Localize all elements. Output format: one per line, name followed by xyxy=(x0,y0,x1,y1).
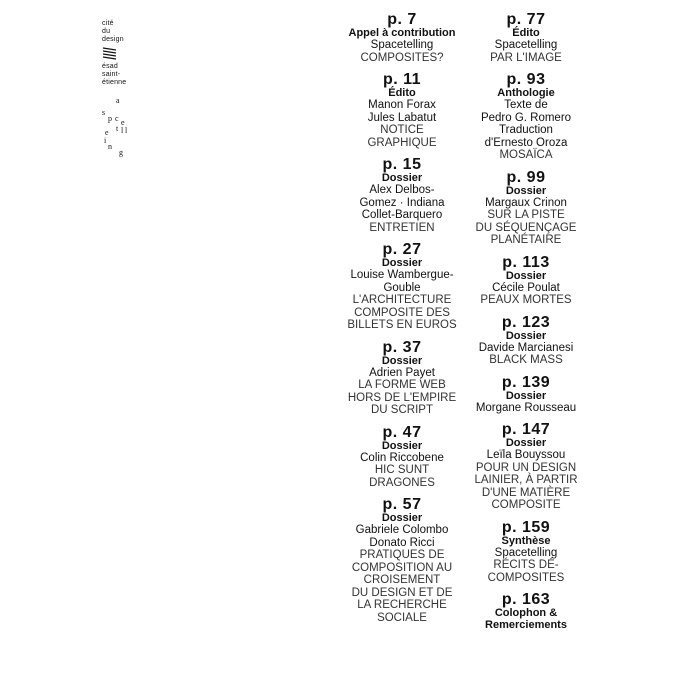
toc-title: PEAUX MORTES xyxy=(480,294,572,306)
vertical-letter: n xyxy=(108,142,112,151)
toc-entry xyxy=(462,313,590,367)
toc-category: Dossier xyxy=(381,354,423,367)
toc-page-number: p. 11 xyxy=(382,71,422,88)
toc-category: Édito xyxy=(512,27,540,39)
logo-line: du xyxy=(102,28,111,35)
toc-title: HIC SUNT xyxy=(374,464,430,476)
toc-entry xyxy=(462,593,590,631)
toc-title: LA RECHERCHE xyxy=(357,599,447,611)
logo xyxy=(102,20,142,87)
toc-author: Texte de xyxy=(504,99,548,111)
toc-author: Adrien Payet xyxy=(369,366,435,379)
vertical-letter: a xyxy=(116,96,120,105)
toc-author: Manon Forax xyxy=(368,99,436,111)
toc-category: Dossier xyxy=(505,184,547,197)
toc-author: Gabriele Colombo xyxy=(355,524,449,536)
logo-cite-text xyxy=(102,20,142,44)
toc-entry xyxy=(342,498,462,624)
toc-category: Appel à contribution xyxy=(348,27,456,39)
vertical-letter: l xyxy=(125,126,128,135)
toc-page-number: p. 123 xyxy=(501,313,551,331)
toc-title: MOSAÏCA xyxy=(499,149,553,161)
toc-author: Davide Marcianesi xyxy=(478,341,574,354)
toc-title: D'UNE MATIÈRE xyxy=(481,486,571,499)
toc-author: Jules Labatut xyxy=(367,111,437,124)
toc-title: PAR L'IMAGE xyxy=(490,51,562,64)
toc-column-left xyxy=(342,13,462,633)
toc-title: DU SCRIPT xyxy=(371,404,433,416)
toc-entry xyxy=(342,158,462,234)
toc-title: COMPOSITE DES xyxy=(354,306,450,319)
toc-page-number: p. 47 xyxy=(382,423,422,441)
toc-page-number: p. 93 xyxy=(506,71,546,88)
toc-entry xyxy=(462,518,590,585)
toc-page-number: p. 159 xyxy=(501,518,551,536)
vertical-letter: e xyxy=(105,128,109,137)
toc-page-number: p. 139 xyxy=(501,373,551,391)
toc-page-number: p. 7 xyxy=(387,11,417,28)
toc-title: SOCIALE xyxy=(377,611,427,624)
toc-title: DU DESIGN ET DE xyxy=(351,586,453,599)
toc-page-number: p. 147 xyxy=(501,421,551,438)
toc-author: Louise Wambergue- xyxy=(350,269,454,281)
toc-author: Remerciements xyxy=(485,619,567,631)
toc-author: Spacetelling xyxy=(370,39,434,51)
toc-entry xyxy=(462,373,590,415)
logo-line: ésad xyxy=(102,63,118,70)
toc-title: DU SÉQUENÇAGE xyxy=(475,221,577,234)
toc-category: Dossier xyxy=(505,437,547,449)
toc-page-number: p. 57 xyxy=(382,496,422,513)
toc-title: POUR UN DESIGN xyxy=(475,461,577,474)
toc-author: Spacetelling xyxy=(494,546,558,559)
toc-category: Dossier xyxy=(381,172,423,184)
toc-author: Alex Delbos- xyxy=(369,184,435,196)
toc-page-number: p. 77 xyxy=(506,11,546,28)
toc-category: Dossier xyxy=(381,512,423,524)
toc-title: BILLETS EN EUROS xyxy=(347,319,457,331)
toc-title: DRAGONES xyxy=(369,476,435,489)
toc-page-number: p. 163 xyxy=(501,591,551,608)
logo-wave-icon xyxy=(102,46,118,60)
toc-page-number: p. 15 xyxy=(382,156,422,173)
toc-author: Morgane Rousseau xyxy=(475,401,577,414)
toc-category: Anthologie xyxy=(497,87,555,99)
logo-esad-text xyxy=(102,63,142,87)
toc-entry xyxy=(342,243,462,332)
vertical-letter: i xyxy=(104,136,107,145)
toc-title: HORS DE L'EMPIRE xyxy=(347,391,457,404)
toc-author: Pedro G. Romero xyxy=(480,111,572,124)
toc-title: LA FORME WEB xyxy=(358,379,446,391)
vertical-word xyxy=(102,96,142,176)
toc-author: Colin Riccobene xyxy=(360,451,444,464)
toc-author: Spacetelling xyxy=(494,39,558,51)
toc-title: SUR LA PISTE xyxy=(487,209,565,221)
toc-category: Édito xyxy=(388,87,416,99)
vertical-letter: p xyxy=(108,114,112,123)
toc-title: GRAPHIQUE xyxy=(367,136,437,149)
toc-author: Gomez · Indiana xyxy=(359,196,445,209)
toc-category: Dossier xyxy=(505,269,547,282)
toc-title: COMPOSITES? xyxy=(360,51,444,64)
toc-title: CROISEMENT xyxy=(363,574,441,586)
toc-page-number: p. 37 xyxy=(382,338,422,356)
vertical-letter: g xyxy=(119,148,123,157)
logo-line: étienne xyxy=(102,79,127,86)
toc-entry xyxy=(462,423,590,512)
vertical-letter: s xyxy=(102,108,106,117)
vertical-letter: e xyxy=(121,118,125,127)
toc-title: COMPOSITE xyxy=(491,499,561,511)
logo-line: saint- xyxy=(102,71,121,78)
toc-entry xyxy=(462,253,590,307)
toc-category: Synthèse xyxy=(501,534,551,547)
toc-title: COMPOSITES xyxy=(487,571,565,584)
toc-author: Margaux Crinon xyxy=(485,196,567,209)
toc-category: Dossier xyxy=(505,329,547,342)
toc-title: ENTRETIEN xyxy=(369,221,435,234)
toc-title: NOTICE xyxy=(380,124,424,136)
toc-category: Dossier xyxy=(505,389,547,402)
toc-author: Traduction xyxy=(499,124,553,136)
toc-author: d'Ernesto Oroza xyxy=(484,136,568,149)
toc-entry xyxy=(342,338,462,417)
logo-line: cité xyxy=(102,20,114,27)
toc-title: LAINIER, À PARTIR xyxy=(474,474,578,486)
vertical-letter: l xyxy=(121,126,124,135)
toc-title: PLANÉTAIRE xyxy=(490,234,562,246)
toc-title: COMPOSITION AU xyxy=(351,561,453,574)
toc-page-number: p. 27 xyxy=(382,241,422,258)
toc-page-number: p. 99 xyxy=(506,168,546,186)
toc-author: Gouble xyxy=(383,281,421,294)
toc-title: BLACK MASS xyxy=(489,354,563,366)
toc-title: RÉCITS DÉ- xyxy=(493,559,559,571)
toc-author: Cécile Poulat xyxy=(492,281,560,294)
toc-title: PRATIQUES DE xyxy=(359,549,445,561)
vertical-letter: t xyxy=(116,124,119,133)
toc-entry xyxy=(462,168,590,247)
toc-entry xyxy=(462,13,590,64)
toc-author: Donato Ricci xyxy=(369,536,435,549)
toc-author: Leïla Bouyssou xyxy=(486,449,566,461)
toc-title: L'ARCHITECTURE xyxy=(352,294,452,306)
logo-line: design xyxy=(102,36,124,43)
toc-page-number: p. 113 xyxy=(502,253,550,271)
toc-category: Colophon & xyxy=(494,607,558,619)
vertical-letter: c xyxy=(115,114,119,123)
toc-entry xyxy=(342,73,462,149)
toc-category: Dossier xyxy=(381,439,423,452)
toc-entry xyxy=(342,423,462,490)
toc-column-right xyxy=(462,13,590,640)
toc-author: Collet-Barquero xyxy=(361,209,443,221)
toc-entry xyxy=(462,73,590,162)
toc-entry xyxy=(342,13,462,64)
toc-category: Dossier xyxy=(381,257,423,269)
